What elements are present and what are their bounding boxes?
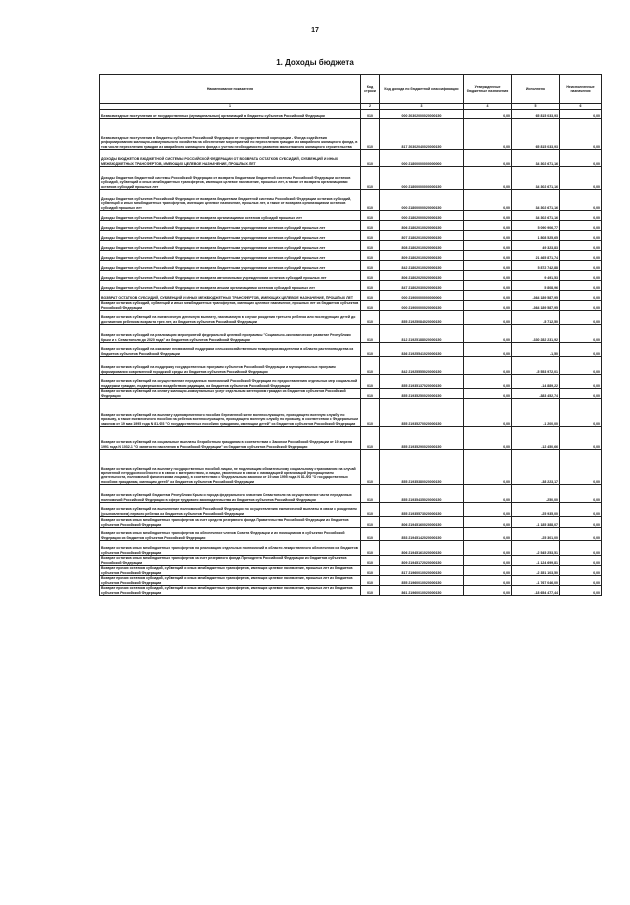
column-number: 6 bbox=[560, 104, 602, 110]
row-executed: -18 654 477,44 bbox=[512, 586, 560, 596]
row-approved: 0,00 bbox=[464, 119, 512, 150]
row-classification-code: 806 21945160020000150 bbox=[380, 517, 464, 528]
table-row bbox=[100, 190, 602, 211]
row-name: Доходы бюджетов субъектов Российской Федерации от возврата бюджетными учреждениями остатков субсидий прошлых лет bbox=[100, 261, 361, 271]
row-executed: 5 808,96 bbox=[512, 281, 560, 291]
table-row bbox=[100, 261, 602, 271]
table-row bbox=[100, 343, 602, 357]
row-name: Возврат остатков иных межбюджетных трансфертов на реализацию отдельных полномочий в области лекарственного обеспечения из бюджетов субъектов Российской Федерации bbox=[100, 541, 361, 556]
row-approved: 0,00 bbox=[464, 566, 512, 576]
row-name: Возврат остатков субвенций на ежемесячную денежную выплату, назначаемую в случае рождения третьего ребенка или последующих детей до достижения ребенком возраста трех лет, из бюджетов субъектов Российской Федерации bbox=[100, 311, 361, 325]
row-line-code: 010 bbox=[361, 357, 380, 375]
row-classification-code: 855 21925084020000150 bbox=[380, 311, 464, 325]
row-approved: 0,00 bbox=[464, 485, 512, 503]
row-executed: -383 452,74 bbox=[512, 389, 560, 399]
row-remaining: 0,00 bbox=[560, 450, 602, 485]
row-remaining: 0,00 bbox=[560, 190, 602, 211]
table-row bbox=[100, 517, 602, 528]
row-classification-code: 855 21935250020000150 bbox=[380, 389, 464, 399]
row-approved: 0,00 bbox=[464, 261, 512, 271]
row-classification-code: 000 21900000000000000 bbox=[380, 291, 464, 301]
row-line-code: 010 bbox=[361, 311, 380, 325]
row-classification-code: 000 21802000020000150 bbox=[380, 211, 464, 221]
table-row bbox=[100, 150, 602, 167]
row-approved: 0,00 bbox=[464, 389, 512, 399]
row-approved: 0,00 bbox=[464, 528, 512, 541]
row-name: Возврат остатков субвенций бюджетам Республики Крым и города федерального значения Севастополя на осуществление части переданных полномочий Российской Федерации в сфере трудового законодательства из бюджетов субъектов Российской Федерации bbox=[100, 485, 361, 503]
row-approved: 0,00 bbox=[464, 541, 512, 556]
row-classification-code: 855 21935290020000150 bbox=[380, 427, 464, 450]
table-row bbox=[100, 110, 602, 119]
row-classification-code: 807 21802010020000150 bbox=[380, 231, 464, 241]
row-name: Возврат прочих остатков субсидий, субвенций и иных межбюджетных трансфертов, имеющих целевое назначение, прошлых лет из бюджетов субъектов Российской Федерации bbox=[100, 576, 361, 586]
row-line-code: 010 bbox=[361, 556, 380, 566]
table-row bbox=[100, 241, 602, 251]
row-remaining: 0,00 bbox=[560, 261, 602, 271]
row-approved: 0,00 bbox=[464, 251, 512, 261]
row-remaining: 0,00 bbox=[560, 301, 602, 311]
table-row bbox=[100, 399, 602, 427]
row-name: Возврат остатков субсидий на реализацию мероприятий федеральной целевой программы "Социально-экономическое развитие Республики Крым и г. Севастополя до 2020 года" из бюджетов субъектов Российской Федерации bbox=[100, 325, 361, 343]
row-remaining: 0,00 bbox=[560, 375, 602, 389]
row-name: Возврат остатков субвенций на оплату жилищно-коммунальных услуг отдельным категориям граждан из бюджетов субъектов Российской Федерации bbox=[100, 389, 361, 399]
row-name: Безвозмездные поступления от государственных (муниципальных) организаций в бюджеты субъектов Российской Федерации bbox=[100, 110, 361, 119]
row-line-code: 010 bbox=[361, 503, 380, 517]
row-executed: -1 124 699,81 bbox=[512, 556, 560, 566]
table-row bbox=[100, 556, 602, 566]
table-row bbox=[100, 301, 602, 311]
header-indicator-name: Наименование показателя bbox=[100, 75, 361, 104]
row-classification-code: 806 21945161020000150 bbox=[380, 541, 464, 556]
row-name: Возврат остатков иных межбюджетных трансфертов за счет резервного фонда Президента Российской Федерации из бюджетов субъектов Российской Федерации bbox=[100, 556, 361, 566]
row-classification-code: 000 20302000020000150 bbox=[380, 110, 464, 119]
row-executed: -5 553 972,01 bbox=[512, 357, 560, 375]
row-classification-code: 842 21925555020000150 bbox=[380, 357, 464, 375]
row-classification-code: 855 21935270020000150 bbox=[380, 399, 464, 427]
row-classification-code: 812 21925188020000150 bbox=[380, 325, 464, 343]
table-row bbox=[100, 221, 602, 231]
row-classification-code: 842 21802010020000150 bbox=[380, 261, 464, 271]
row-classification-code: 809 21802010020000150 bbox=[380, 251, 464, 261]
row-classification-code: 817 20302040020000150 bbox=[380, 119, 464, 150]
row-classification-code: 847 21802030020000150 bbox=[380, 281, 464, 291]
table-row bbox=[100, 528, 602, 541]
row-name: Возврат остатков субсидий, субвенций и иных межбюджетных трансфертов, имеющих целевое назначение, прошлых лет из бюджетов субъектов Российской Федерации bbox=[100, 301, 361, 311]
row-remaining: 0,00 bbox=[560, 576, 602, 586]
table-row bbox=[100, 357, 602, 375]
row-name: Доходы бюджетов субъектов Российской Федерации от возврата бюджетными учреждениями остатков субсидий прошлых лет bbox=[100, 221, 361, 231]
table-row bbox=[100, 211, 602, 221]
document-title: 1. Доходы бюджета bbox=[276, 58, 354, 67]
row-approved: 0,00 bbox=[464, 503, 512, 517]
row-name: Возврат остатков субсидий на поддержку государственных программ субъектов Российской Федерации и муниципальных программ формирования современной городской среды из бюджетов субъектов Российской Федерации bbox=[100, 357, 361, 375]
row-classification-code: 000 21800000000000000 bbox=[380, 150, 464, 167]
row-executed: -14 889,22 bbox=[512, 375, 560, 389]
row-classification-code: 806 21802020020000150 bbox=[380, 271, 464, 281]
row-remaining: 0,00 bbox=[560, 503, 602, 517]
table-row bbox=[100, 291, 602, 301]
row-approved: 0,00 bbox=[464, 190, 512, 211]
header-remaining: Неисполненные назначения bbox=[560, 75, 602, 104]
row-executed: -1 767 046,00 bbox=[512, 576, 560, 586]
row-approved: 0,00 bbox=[464, 375, 512, 389]
row-executed: 65 815 033,93 bbox=[512, 119, 560, 150]
row-approved: 0,00 bbox=[464, 231, 512, 241]
row-remaining: 0,00 bbox=[560, 485, 602, 503]
row-name: Возврат прочих остатков субсидий, субвенций и иных межбюджетных трансфертов, имеющих целевое назначение, прошлых лет из бюджетов субъектов Российской Федерации bbox=[100, 566, 361, 576]
row-approved: 0,00 bbox=[464, 343, 512, 357]
row-name: Доходы бюджетов субъектов Российской Федерации от возврата иными организациями остатков субсидий прошлых лет bbox=[100, 281, 361, 291]
row-classification-code: 836 21925541020000150 bbox=[380, 343, 464, 357]
row-line-code: 010 bbox=[361, 190, 380, 211]
budget-income-table bbox=[99, 74, 602, 596]
row-classification-code: 855 21960010020000150 bbox=[380, 576, 464, 586]
table-row bbox=[100, 541, 602, 556]
row-executed: -1,50 bbox=[512, 343, 560, 357]
header-row bbox=[100, 75, 602, 104]
table-row bbox=[100, 325, 602, 343]
row-line-code: 010 bbox=[361, 399, 380, 427]
header-approved: Утвержденные бюджетные назначения bbox=[464, 75, 512, 104]
row-remaining: 0,00 bbox=[560, 357, 602, 375]
header-executed: Исполнено bbox=[512, 75, 560, 104]
table-row bbox=[100, 281, 602, 291]
row-approved: 0,00 bbox=[464, 241, 512, 251]
column-number: 2 bbox=[361, 104, 380, 110]
row-executed: -1 200,00 bbox=[512, 399, 560, 427]
table-row bbox=[100, 503, 602, 517]
row-remaining: 0,00 bbox=[560, 389, 602, 399]
row-classification-code: 855 21935380020000150 bbox=[380, 450, 464, 485]
row-executed: -364 189 587,95 bbox=[512, 291, 560, 301]
row-line-code: 010 bbox=[361, 485, 380, 503]
row-name: ВОЗВРАТ ОСТАТКОВ СУБСИДИЙ, СУБВЕНЦИЙ И ИНЫХ МЕЖБЮДЖЕТНЫХ ТРАНСФЕРТОВ, ИМЕЮЩИХ ЦЕЛЕВОЕ НАЗНАЧЕНИЕ, ПРОШЛЫХ ЛЕТ bbox=[100, 291, 361, 301]
row-executed: 5 872 742,88 bbox=[512, 261, 560, 271]
row-name: Возврат прочих остатков субсидий, субвенций и иных межбюджетных трансфертов, имеющих целевое назначение, прошлых лет из бюджетов субъектов Российской Федерации bbox=[100, 586, 361, 596]
row-executed: 21 465 871,74 bbox=[512, 251, 560, 261]
row-name: Возврат остатков субвенций на выплату единовременного пособия беременной жене военнослужащего, проходящего военную службу по призыву, а также ежемесячного пособия на ребенка военнослужащего, проходящего военную службу по призыву, в соответствии с Федеральным законом от 19 мая 1995 года N 81-ФЗ "О государственных пособиях гражданам, имеющим детей" из бюджетов субъектов Российской Федерации bbox=[100, 399, 361, 427]
row-approved: 0,00 bbox=[464, 301, 512, 311]
row-executed: -25 301,00 bbox=[512, 528, 560, 541]
row-name: Возврат остатков субвенций на социальные выплаты безработным гражданам в соответствии с Законом Российской Федерации от 19 апреля 1991 года N 1032-1 "О занятости населения в Российской Федерации" из бюджетов субъектов Российской Федерации bbox=[100, 427, 361, 450]
row-line-code: 010 bbox=[361, 261, 380, 271]
row-approved: 0,00 bbox=[464, 556, 512, 566]
row-line-code: 010 bbox=[361, 541, 380, 556]
row-name: Безвозмездные поступления в бюджеты субъектов Российской Федерации от государственной корпорации - Фонда содействия реформированию жилищно-коммунального хозяйства на обеспечение мероприятий по переселению граждан из аварийного жилищного фонда, в том числе переселению граждан из аварийного жилищного фонда с учетом необходимости развития малоэтажного жилищного строительства bbox=[100, 119, 361, 150]
row-executed: -364 189 587,95 bbox=[512, 301, 560, 311]
row-classification-code: 000 21900000020000150 bbox=[380, 301, 464, 311]
column-number: 3 bbox=[380, 104, 464, 110]
page-number: 17 bbox=[311, 27, 319, 34]
row-remaining: 0,00 bbox=[560, 167, 602, 190]
row-remaining: 0,00 bbox=[560, 119, 602, 150]
table-row bbox=[100, 389, 602, 399]
table-row bbox=[100, 251, 602, 261]
row-line-code: 010 bbox=[361, 231, 380, 241]
row-executed: -2 351 103,50 bbox=[512, 566, 560, 576]
row-remaining: 0,00 bbox=[560, 566, 602, 576]
row-remaining: 0,00 bbox=[560, 271, 602, 281]
row-classification-code: 861 21960010020000150 bbox=[380, 586, 464, 596]
row-line-code: 010 bbox=[361, 343, 380, 357]
table-row bbox=[100, 167, 602, 190]
row-remaining: 0,00 bbox=[560, 221, 602, 231]
row-executed: -250,00 bbox=[512, 485, 560, 503]
row-remaining: 0,00 bbox=[560, 586, 602, 596]
row-executed: -38 223,17 bbox=[512, 450, 560, 485]
row-name: Возврат остатков иных межбюджетных трансфертов за счет средств резервного фонда Правительства Российской Федерации из бюджетов субъектов Российской Федерации bbox=[100, 517, 361, 528]
row-classification-code: 806 21802010020000150 bbox=[380, 221, 464, 231]
table-row bbox=[100, 566, 602, 576]
row-remaining: 0,00 bbox=[560, 325, 602, 343]
row-line-code: 010 bbox=[361, 325, 380, 343]
row-remaining: 0,00 bbox=[560, 231, 602, 241]
row-classification-code: 808 21802010020000150 bbox=[380, 241, 464, 251]
table-row bbox=[100, 271, 602, 281]
table-row bbox=[100, 576, 602, 586]
row-approved: 0,00 bbox=[464, 576, 512, 586]
row-remaining: 0,00 bbox=[560, 150, 602, 167]
row-approved: 0,00 bbox=[464, 450, 512, 485]
row-executed: -2 545 253,51 bbox=[512, 541, 560, 556]
row-line-code: 010 bbox=[361, 221, 380, 231]
row-remaining: 0,00 bbox=[560, 110, 602, 119]
row-line-code: 010 bbox=[361, 110, 380, 119]
row-classification-code: 855 21935137020000150 bbox=[380, 375, 464, 389]
row-remaining: 0,00 bbox=[560, 427, 602, 450]
row-name: Доходы бюджетов субъектов Российской Федерации от возврата автономными учреждениями остатков субсидий прошлых лет bbox=[100, 271, 361, 281]
row-approved: 0,00 bbox=[464, 271, 512, 281]
row-line-code: 010 bbox=[361, 301, 380, 311]
row-remaining: 0,00 bbox=[560, 291, 602, 301]
table-row bbox=[100, 375, 602, 389]
row-remaining: 0,00 bbox=[560, 399, 602, 427]
row-approved: 0,00 bbox=[464, 221, 512, 231]
row-line-code: 010 bbox=[361, 150, 380, 167]
header-line-code: Код строки bbox=[361, 75, 380, 104]
row-line-code: 010 bbox=[361, 528, 380, 541]
row-classification-code: 809 21945172020000150 bbox=[380, 556, 464, 566]
row-remaining: 0,00 bbox=[560, 281, 602, 291]
row-line-code: 010 bbox=[361, 389, 380, 399]
row-approved: 0,00 bbox=[464, 167, 512, 190]
row-approved: 0,00 bbox=[464, 357, 512, 375]
row-remaining: 0,00 bbox=[560, 251, 602, 261]
row-line-code: 010 bbox=[361, 291, 380, 301]
row-name: ДОХОДЫ БЮДЖЕТОВ БЮДЖЕТНОЙ СИСТЕМЫ РОССИЙСКОЙ ФЕДЕРАЦИИ ОТ ВОЗВРАТА ОСТАТКОВ СУБСИДИЙ, СУБВЕНЦИЙ И ИНЫХ МЕЖБЮДЖЕТНЫХ ТРАНСФЕРТОВ, ИМЕЮЩИХ ЦЕЛЕВОЕ НАЗНАЧЕНИЕ, ПРОШЛЫХ ЛЕТ bbox=[100, 150, 361, 167]
row-approved: 0,00 bbox=[464, 517, 512, 528]
row-approved: 0,00 bbox=[464, 311, 512, 325]
row-executed: 5 090 906,77 bbox=[512, 221, 560, 231]
row-executed: -330 282 231,92 bbox=[512, 325, 560, 343]
row-name: Возврат остатков субсидий на оказание несвязанной поддержки сельскохозяйственным товаропроизводителям в области растениеводства из бюджетов субъектов Российской Федерации bbox=[100, 343, 361, 357]
row-line-code: 010 bbox=[361, 241, 380, 251]
row-name: Доходы бюджетов субъектов Российской Федерации от возврата бюджетами бюджетной системы Российской Федерации остатков субсидий, субвенций и иных межбюджетных трансфертов, имеющих целевое назначение, прошлых лет, а также от возврата организациями остатков субсидий прошлых лет bbox=[100, 190, 361, 211]
row-name: Возврат остатков субвенций на выплату государственных пособий лицам, не подлежащим обязательному социальному страхованию на случай временной нетрудоспособности и в связи с материнством, и лицам, уволенным в связи с ликвидацией организаций (прекращением деятельности, полномочий физическими лицами), в соответствии с Федеральным законом от 19 мая 1995 года N 81-ФЗ "О государственных пособиях гражданам, имеющим детей" из бюджетов субъектов Российской Федерации bbox=[100, 450, 361, 485]
row-executed: 1 808 525,65 bbox=[512, 231, 560, 241]
row-executed: 34 302 671,16 bbox=[512, 211, 560, 221]
row-classification-code: 000 21800000020000150 bbox=[380, 190, 464, 211]
row-approved: 0,00 bbox=[464, 211, 512, 221]
row-classification-code: 855 21935435020000150 bbox=[380, 485, 464, 503]
row-name: Возврат остатков иных межбюджетных трансфертов на обеспечение членов Совета Федерации и их помощников в субъектах Российской Федерации из бюджетов субъектов Российской Федерации bbox=[100, 528, 361, 541]
row-executed: -25 935,00 bbox=[512, 503, 560, 517]
row-remaining: 0,00 bbox=[560, 311, 602, 325]
row-remaining: 0,00 bbox=[560, 541, 602, 556]
table-row bbox=[100, 427, 602, 450]
row-name: Возврат остатков субвенций на осуществление переданных полномочий Российской Федерации по предоставлению отдельных мер социальной поддержки граждан, подвергшихся воздействию радиации, из бюджетов субъектов Российской Федерации bbox=[100, 375, 361, 389]
row-line-code: 010 bbox=[361, 566, 380, 576]
row-classification-code: 855 21935573020000150 bbox=[380, 503, 464, 517]
row-name: Доходы бюджетов субъектов Российской Федерации от возврата бюджетными учреждениями остатков субсидий прошлых лет bbox=[100, 241, 361, 251]
row-approved: 0,00 bbox=[464, 427, 512, 450]
table-row bbox=[100, 119, 602, 150]
row-line-code: 010 bbox=[361, 576, 380, 586]
row-approved: 0,00 bbox=[464, 150, 512, 167]
row-executed: 65 815 033,93 bbox=[512, 110, 560, 119]
row-line-code: 010 bbox=[361, 119, 380, 150]
row-executed: -5 712,50 bbox=[512, 311, 560, 325]
row-name: Доходы бюджетов субъектов Российской Федерации от возврата бюджетными учреждениями остатков субсидий прошлых лет bbox=[100, 231, 361, 241]
row-approved: 0,00 bbox=[464, 325, 512, 343]
table-row bbox=[100, 450, 602, 485]
row-remaining: 0,00 bbox=[560, 211, 602, 221]
row-classification-code: 817 21960010020000150 bbox=[380, 566, 464, 576]
row-approved: 0,00 bbox=[464, 586, 512, 596]
row-executed: 34 302 671,16 bbox=[512, 190, 560, 211]
column-number: 5 bbox=[512, 104, 560, 110]
row-executed: 34 302 671,16 bbox=[512, 150, 560, 167]
table-row bbox=[100, 311, 602, 325]
row-executed: 49 323,83 bbox=[512, 241, 560, 251]
row-name: Доходы бюджетов бюджетной системы Российской Федерации от возврата бюджетами бюджетной системы Российской Федерации остатков субсидий, субвенций и иных межбюджетных трансфертов, имеющих целевое назначение, прошлых лет, а также от возврата организациями остатков субсидий прошлых лет bbox=[100, 167, 361, 190]
row-remaining: 0,00 bbox=[560, 517, 602, 528]
row-line-code: 010 bbox=[361, 271, 380, 281]
row-approved: 0,00 bbox=[464, 291, 512, 301]
row-name: Доходы бюджетов субъектов Российской Федерации от возврата организациями остатков субсидий прошлых лет bbox=[100, 211, 361, 221]
row-remaining: 0,00 bbox=[560, 241, 602, 251]
row-line-code: 010 bbox=[361, 450, 380, 485]
table-row bbox=[100, 231, 602, 241]
row-name: Возврат остатков субвенций на выполнение полномочий Российской Федерации по осуществлению ежемесячной выплаты в связи с рождением (усыновлением) первого ребенка из бюджетов субъектов Российской Федерации bbox=[100, 503, 361, 517]
row-line-code: 010 bbox=[361, 281, 380, 291]
row-approved: 0,00 bbox=[464, 110, 512, 119]
row-remaining: 0,00 bbox=[560, 343, 602, 357]
row-approved: 0,00 bbox=[464, 399, 512, 427]
row-classification-code: 853 21945142020000150 bbox=[380, 528, 464, 541]
row-remaining: 0,00 bbox=[560, 556, 602, 566]
column-number: 1 bbox=[100, 104, 361, 110]
row-line-code: 010 bbox=[361, 427, 380, 450]
row-approved: 0,00 bbox=[464, 281, 512, 291]
table-row bbox=[100, 485, 602, 503]
row-executed: -1 185 388,07 bbox=[512, 517, 560, 528]
row-name: Доходы бюджетов субъектов Российской Федерации от возврата бюджетными учреждениями остатков субсидий прошлых лет bbox=[100, 251, 361, 261]
row-executed: -12 450,66 bbox=[512, 427, 560, 450]
row-executed: 9 491,53 bbox=[512, 271, 560, 281]
table-row bbox=[100, 586, 602, 596]
row-line-code: 010 bbox=[361, 375, 380, 389]
header-classification-code: Код дохода по бюджетной классификации bbox=[380, 75, 464, 104]
row-classification-code: 000 21800000000000150 bbox=[380, 167, 464, 190]
column-number: 4 bbox=[464, 104, 512, 110]
row-executed: 34 302 671,16 bbox=[512, 167, 560, 190]
row-remaining: 0,00 bbox=[560, 528, 602, 541]
row-line-code: 010 bbox=[361, 167, 380, 190]
row-line-code: 010 bbox=[361, 517, 380, 528]
row-line-code: 010 bbox=[361, 251, 380, 261]
row-line-code: 010 bbox=[361, 211, 380, 221]
row-line-code: 010 bbox=[361, 586, 380, 596]
